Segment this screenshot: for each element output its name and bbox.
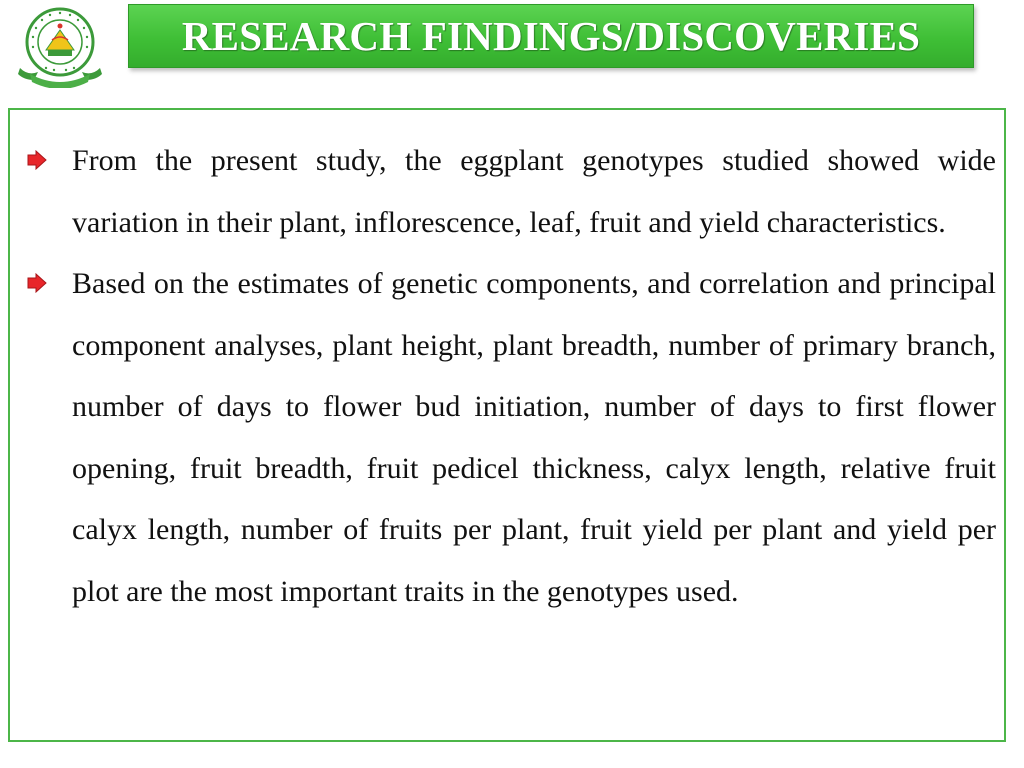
list-item-text: Based on the estimates of genetic components, and correlation and principal component analyses, plant height, plant breadth, number of primary branch, number of days to flower bud initiation, number of days to first flower opening, fruit breadth, fruit pedicel thickness, calyx length, relative fruit calyx length, number of fruits per plant, fruit yield per plant and yield per plot are the most important traits in the genotypes used. — [72, 267, 996, 608]
arrow-right-icon — [26, 273, 48, 293]
list-item-text: From the present study, the eggplant genotypes studied showed wide variation in their plant, inflorescence, leaf, fruit and yield characteristics. — [72, 144, 996, 239]
page-title: RESEARCH FINDINGS/DISCOVERIES — [181, 13, 921, 59]
title-banner — [128, 4, 974, 68]
list-item — [10, 130, 1004, 253]
university-seal-logo — [16, 6, 104, 88]
list-item — [10, 253, 1004, 622]
findings-content-box — [8, 108, 1006, 742]
findings-list — [10, 130, 1004, 622]
arrow-right-icon — [26, 150, 48, 170]
